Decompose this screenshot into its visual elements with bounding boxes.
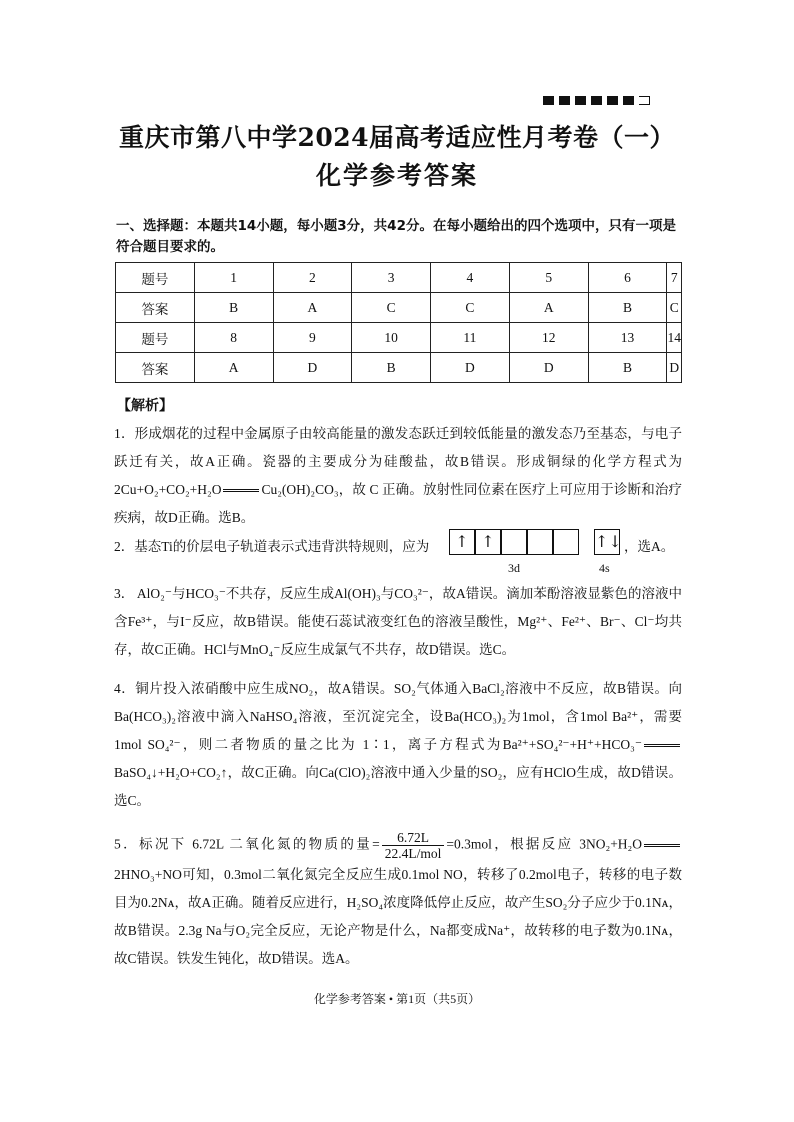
equals-sign <box>223 489 259 492</box>
page-title: 重庆市第八中学2024届高考适应性月考卷（一） <box>118 123 676 152</box>
q4-text-b: BaSO₄↓+H₂O+CO₂↑，故C正确。向Ca(ClO)₂溶液中通入少量的SO₂，应有HClO生成，故D错误。选C。 <box>114 765 682 808</box>
table-row <box>116 323 682 353</box>
q1-text-b: Cu₂(OH)₂CO₃，故 C 正确。放射性同位素在医疗上可应用于诊断和治疗疾病，故D正确。选B。 <box>114 482 682 525</box>
mark-bracket <box>639 96 650 105</box>
table-cell: C <box>352 293 431 323</box>
mark-square <box>559 96 570 105</box>
orbital-label-4s: 4s <box>599 561 610 575</box>
mark-square <box>607 96 618 105</box>
equals-sign <box>644 844 680 847</box>
q5-text-c: 2HNO₃+NO可知，0.3mol二氧化氮完全反应生成0.1mol NO，转移了0.2mol电子，转移的电子数目为0.2Nᴀ，故A正确。随着反应进行，H₂SO₄浓度降低停止反应，故产生SO₂分子应少于0.1Nᴀ，故B错误。2.3g Na与O₂完全反应，无论产物是什么，Na都变成Na⁺，故转移的电子数为0.1Nᴀ，故C错误。铁发生钝化，故D错误。选A。 <box>114 867 682 966</box>
table-cell: C <box>431 293 510 323</box>
answer-table <box>115 262 682 383</box>
table-cell: B <box>588 353 667 383</box>
question-2-analysis <box>114 533 429 561</box>
table-cell: 3 <box>352 263 431 293</box>
orbital-box-empty <box>501 529 527 555</box>
table-row-header: 答案 <box>116 293 195 323</box>
table-cell: D <box>667 353 682 383</box>
corner-marks <box>543 96 650 105</box>
table-cell: 9 <box>273 323 352 353</box>
question-1-analysis <box>114 420 682 532</box>
table-cell: A <box>509 293 588 323</box>
orbital-box-empty <box>553 529 579 555</box>
table-cell: B <box>194 293 273 323</box>
table-cell: 5 <box>509 263 588 293</box>
table-cell: 8 <box>194 323 273 353</box>
table-cell: 6 <box>588 263 667 293</box>
table-cell: B <box>588 293 667 323</box>
fraction-numerator: 6.72L <box>382 830 445 846</box>
orbital-label-3d: 3d <box>508 561 520 575</box>
orbital-box-up: ↑ <box>449 529 475 555</box>
mark-square <box>575 96 586 105</box>
fraction <box>382 830 445 861</box>
q4-text-a: 4．铜片投入浓硝酸中应生成NO₂，故A错误。SO₂气体通入BaCl₂溶液中不反应，故B错误。向Ba(HCO₃)₂溶液中滴入NaHSO₄溶液，至沉淀完全，设Ba(HCO₃)₂为1mol，含1mol Ba²⁺，需要 1mol SO₄²⁻，则二者物质的量之比为 1∶1，离子方程式为Ba²⁺+SO₄²⁻+H⁺+HCO₃⁻ <box>114 681 682 752</box>
table-cell: A <box>194 353 273 383</box>
table-cell: 13 <box>588 323 667 353</box>
table-row-header: 题号 <box>116 323 195 353</box>
table-row <box>116 263 682 293</box>
table-cell: 2 <box>273 263 352 293</box>
table-cell: A <box>273 293 352 323</box>
page-footer: 化学参考答案 • 第1页（共5页） <box>313 992 481 1006</box>
q2-text-a: 2．基态Ti的价层电子轨道表示式违背洪特规则，应为 <box>114 539 430 554</box>
orbital-box-up: ↑ <box>475 529 501 555</box>
table-cell: 11 <box>431 323 510 353</box>
question-5-analysis <box>114 830 682 973</box>
table-row-header: 答案 <box>116 353 195 383</box>
question-3-analysis: 3． AlO₂⁻与HCO₃⁻不共存，反应生成Al(OH)₃与CO₃²⁻，故A错误。滴加苯酚溶液显紫色的溶液中含Fe³⁺，与I⁻反应，故B错误。能使石蕊试液变红色的溶液呈酸性，Mg²⁺、Fe²⁺、Br⁻、Cl⁻均共存，故C正确。HCl与MnO₄⁻反应生成氯气不共存，故D错误。选C。 <box>114 586 682 657</box>
mark-square <box>623 96 634 105</box>
table-cell: D <box>273 353 352 383</box>
q2-text-b: ，选A。 <box>624 539 675 554</box>
q5-text-a: 5．标况下 6.72L 二氧化氮的物质的量= <box>114 836 380 852</box>
table-cell: D <box>509 353 588 383</box>
table-cell: B <box>352 353 431 383</box>
table-cell: C <box>667 293 682 323</box>
table-row <box>116 293 682 323</box>
section-heading: 一、选择题：本题共14小题，每小题3分，共42分。在每小题给出的四个选项中，只有一项是符合题目要求的。 <box>116 218 676 255</box>
table-cell: 14 <box>667 323 682 353</box>
equals-sign <box>644 744 680 747</box>
q1-text-a: 1．形成烟花的过程中金属原子由较高能量的激发态跃迁到较低能量的激发态乃至基态，与电子跃迁有关，故A正确。瓷器的主要成分为硅酸盐，故B错误。形成铜绿的化学方程式为2Cu+O₂+CO₂+H₂O <box>114 426 682 497</box>
table-row <box>116 353 682 383</box>
table-cell: 4 <box>431 263 510 293</box>
table-cell: 7 <box>667 263 682 293</box>
table-cell: 12 <box>509 323 588 353</box>
table-cell: 10 <box>352 323 431 353</box>
mark-square <box>591 96 602 105</box>
table-row-header: 题号 <box>116 263 195 293</box>
table-cell: 1 <box>194 263 273 293</box>
analysis-label: 【解析】 <box>117 398 173 414</box>
orbital-box-paired: ↑↓ <box>594 529 620 555</box>
q5-text-b: =0.3mol，根据反应 3NO₂+H₂O <box>446 836 643 852</box>
table-cell: D <box>431 353 510 383</box>
mark-square <box>543 96 554 105</box>
orbital-box-empty <box>527 529 553 555</box>
page-subtitle: 化学参考答案 <box>315 161 478 190</box>
fraction-denominator: 22.4L/mol <box>384 846 442 861</box>
question-4-analysis <box>114 675 682 815</box>
